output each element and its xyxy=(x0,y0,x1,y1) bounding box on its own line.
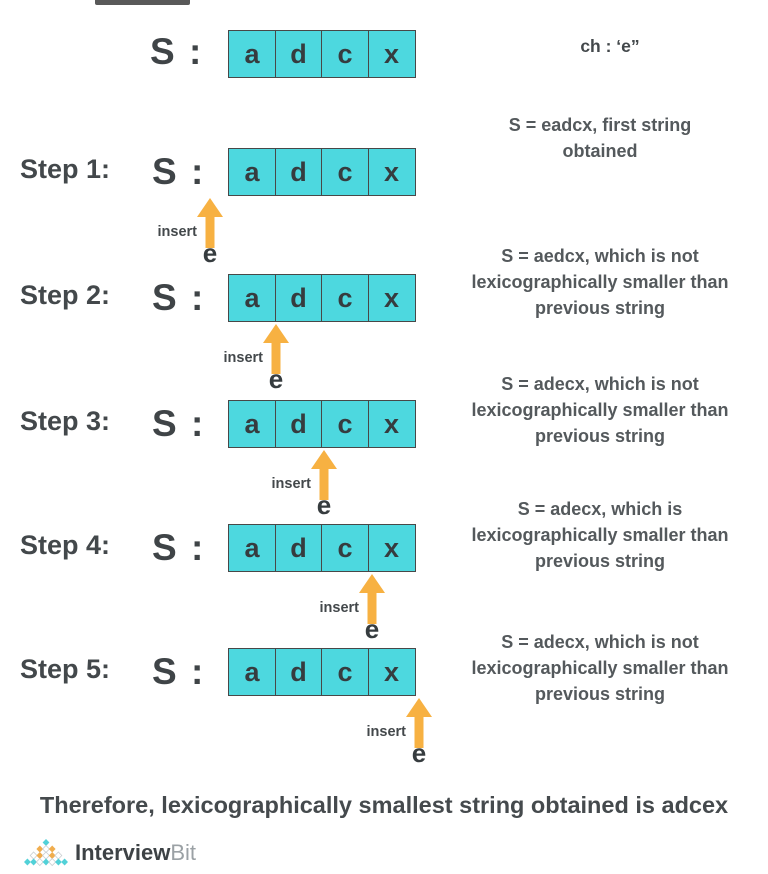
brand-text xyxy=(75,836,196,870)
string-cells xyxy=(228,30,416,78)
cell: c xyxy=(321,648,369,696)
string-label: S : xyxy=(152,527,206,568)
insert-char-label: e xyxy=(316,490,332,520)
cell: c xyxy=(321,30,369,78)
cell: d xyxy=(275,400,323,448)
cell: d xyxy=(275,30,323,78)
cell: a xyxy=(228,148,276,196)
step-row xyxy=(0,632,768,778)
string-cells xyxy=(228,524,416,572)
note-line: previous string xyxy=(534,684,666,704)
char-declaration-label: ch : ‘e” xyxy=(580,36,640,56)
cell: a xyxy=(228,648,276,696)
note-line: previous string xyxy=(534,426,666,446)
cell: d xyxy=(275,274,323,322)
insert-label: insert xyxy=(271,476,311,492)
cell: c xyxy=(321,274,369,322)
cell: a xyxy=(228,400,276,448)
cell: a xyxy=(228,524,276,572)
cell: d xyxy=(275,648,323,696)
string-label: S : xyxy=(152,151,206,192)
note-line: S = eadcx, first string xyxy=(508,115,692,135)
cell: c xyxy=(321,524,369,572)
note-line: lexicographically smaller than xyxy=(471,525,729,545)
insert-label: insert xyxy=(223,350,263,366)
cell: x xyxy=(368,274,416,322)
cell: x xyxy=(368,30,416,78)
cell: x xyxy=(368,400,416,448)
step-note xyxy=(450,629,750,707)
note-line: S = aedcx, which is not xyxy=(501,246,699,266)
note-line: obtained xyxy=(562,141,638,161)
step-label: Step 5: xyxy=(20,654,111,684)
note-line: lexicographically smaller than xyxy=(471,400,729,420)
brand-text-light: Bit xyxy=(170,840,197,865)
step-label: Step 1: xyxy=(20,154,111,184)
string-cells xyxy=(228,400,416,448)
step-note xyxy=(450,371,750,449)
interviewbit-logo xyxy=(24,836,196,870)
note-line: lexicographically smaller than xyxy=(471,658,729,678)
cell: d xyxy=(275,148,323,196)
string-cells xyxy=(228,648,416,696)
note-line: lexicographically smaller than xyxy=(471,272,729,292)
cell: x xyxy=(368,148,416,196)
cell: a xyxy=(228,274,276,322)
step-note xyxy=(450,496,750,574)
cell: d xyxy=(275,524,323,572)
cell: x xyxy=(368,524,416,572)
note-line: S = adecx, which is xyxy=(517,499,683,519)
insert-label: insert xyxy=(319,600,359,616)
cell: a xyxy=(228,30,276,78)
string-cells xyxy=(228,274,416,322)
note-line: S = adecx, which is not xyxy=(501,374,699,394)
step-label: Step 2: xyxy=(20,280,111,310)
insert-char-label: e xyxy=(364,614,380,644)
cell: c xyxy=(321,400,369,448)
insert-char-label: e xyxy=(268,364,284,394)
brand-text-bold: Interview xyxy=(75,840,171,865)
string-label: S : xyxy=(152,651,206,692)
insert-char-label: e xyxy=(411,738,427,768)
interviewbit-logo-icon xyxy=(24,838,68,868)
step-label: Step 4: xyxy=(20,530,111,560)
string-label: S : xyxy=(152,277,206,318)
note-line: previous string xyxy=(534,298,666,318)
string-label: S : xyxy=(152,403,206,444)
step-note xyxy=(450,243,750,321)
insert-label: insert xyxy=(157,224,197,240)
cropped-text-artifact xyxy=(95,0,190,5)
string-cells xyxy=(228,148,416,196)
string-label: S : xyxy=(150,31,204,72)
cell: c xyxy=(321,148,369,196)
step-note xyxy=(450,112,750,164)
cell: x xyxy=(368,648,416,696)
insert-label: insert xyxy=(366,724,406,740)
note-line: S = adecx, which is not xyxy=(501,632,699,652)
insert-char-label: e xyxy=(202,238,218,268)
step-label: Step 3: xyxy=(20,406,111,436)
note-line: previous string xyxy=(534,551,666,571)
conclusion-text: Therefore, lexicographically smallest string obtained is adcex xyxy=(39,792,729,818)
